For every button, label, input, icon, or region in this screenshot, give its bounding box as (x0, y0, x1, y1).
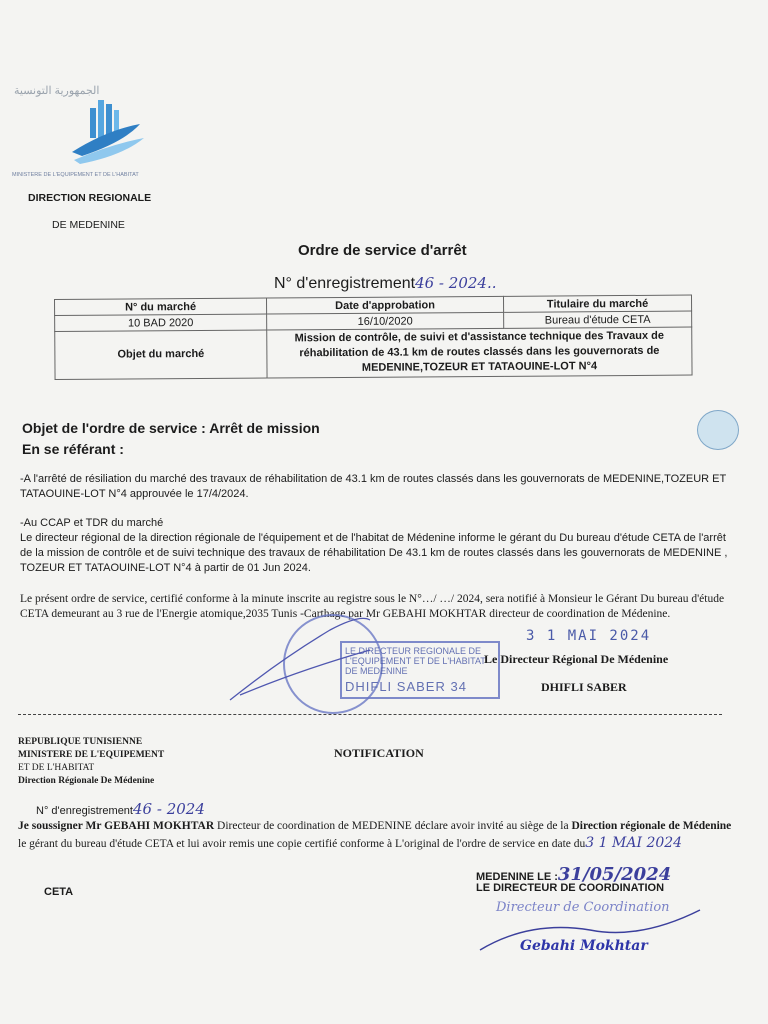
stamp-name: DHIFLI SABER 34 (345, 679, 467, 694)
header-line: MINISTERE DE L'EQUIPEMENT (18, 750, 165, 760)
stamp-line: L'EQUIPEMENT ET DE L'HABITAT (345, 656, 486, 666)
notification-paragraph (18, 818, 738, 853)
stamp-line: DE MEDENINE (345, 666, 408, 676)
registration-label: N° d'enregistrement (36, 805, 133, 817)
handwritten-date: 3 1 MAI 2024 (585, 835, 683, 851)
objet-value-cell: Mission de contrôle, de suivi et d'assistance technique des Travaux de réhabilitation de 43.1 km de routes classés dans les gouvernorats de MEDENINE,TOZEUR ET TATAOUINE-LOT N°4 (267, 327, 692, 378)
objet-ordre-heading: Objet de l'ordre de service : Arrêt de mission (22, 420, 320, 436)
paragraph-ccap: -Au CCAP et TDR du marché (20, 517, 164, 529)
header-cell: Titulaire du marché (503, 295, 691, 312)
dashed-separator (18, 714, 722, 715)
notification-header-left (18, 736, 164, 788)
paragraph-arrete: -A l'arrêté de résiliation du marché des travaux de réhabilitation de 43.1 km de routes classés dans les gouvernorats de MEDENINE,TOZEUR ET TATAOUINE-LOT N°4 approuvée le 17/4/2024. (20, 473, 727, 500)
de-medenine: DE MEDENINE (52, 219, 125, 231)
market-table (54, 295, 693, 380)
table-row (55, 327, 692, 379)
registration-value: 46 - 2024 (133, 800, 205, 818)
medenine-date: 31/05/2024 (557, 864, 672, 885)
header-cell: Date d'approbation (266, 296, 503, 314)
en-se-referant-heading: En se référant : (22, 441, 124, 457)
coordination-title: LE DIRECTEUR DE COORDINATION (476, 882, 665, 894)
paragraph-directeur: Le directeur régional de la direction régionale de l'équipement et de l'habitat de Médenine informe le gérant du Du bureau d'étude CETA de l'arrêt de la mission de contrôle et de suivi technique des travaux de réhabilitation De 43.1 km de routes classés dans les gouvernorats de MEDENINE , TOZEUR ET TATAOUINE-LOT N°4 à partir de 01 Jun 2024. (20, 532, 728, 574)
direction-name: Direction régionale de Médenine (571, 820, 732, 832)
stamp-line: LE DIRECTEUR REGIONALE DE (345, 646, 482, 656)
signer-name: Je soussigner Mr GEBAHI MOKHTAR (18, 820, 215, 832)
paragraph-notifie: Le présent ordre de service, certifié conforme à la minute inscrite au registre sous le N°…/ …/ 2024, sera notifié à Monsieur le Gérant Du bureau d'étude CETA demeurant au 3 rue de l'Energie atomique,2035 Tunis -Carthage par Mr GEBAHI MOKHTAR directeur de coordination de Médenine. (20, 593, 725, 620)
date-stamp: 3 1 MAI 2024 (526, 628, 652, 644)
objet-label-cell: Objet du marché (55, 330, 267, 379)
director-name: DHIFLI SABER (541, 680, 627, 694)
registration-label: N° d'enregistrement (274, 275, 416, 292)
ceta-label: CETA (44, 886, 74, 898)
para-text: Directeur de coordination de MEDENINE déclare avoir invité au siège de la (214, 820, 572, 832)
document-title: Ordre de service d'arrêt (298, 242, 467, 259)
notification-title: NOTIFICATION (334, 746, 424, 760)
header-line: Direction Régionale De Médenine (18, 776, 155, 786)
registration-line (274, 274, 496, 293)
direction-regionale: DIRECTION REGIONALE (28, 192, 152, 204)
director-signature-icon (220, 600, 380, 710)
header-line: ET DE L'HABITAT (18, 763, 95, 773)
header-cell: N° du marché (55, 298, 267, 315)
director-title: Le Directeur Régional De Médenine (484, 652, 669, 666)
notification-registration (36, 800, 205, 818)
registration-value: 46 - 2024.. (415, 274, 497, 292)
corner-seal-icon (697, 410, 739, 450)
signature-stamp-name: Gebahi Mokhtar (520, 938, 648, 954)
table-cell: 10 BAD 2020 (55, 314, 267, 331)
table-cell: Bureau d'étude CETA (504, 311, 692, 328)
arabic-header-text: الجمهورية التونسية (14, 85, 100, 97)
signature-stamp-title: Directeur de Coordination (496, 900, 670, 915)
header-line: REPUBLIQUE TUNISIENNE (18, 737, 143, 747)
para-text: le gérant du bureau d'étude CETA et lui avoir remis une copie certifié conforme à L'original de l'ordre de service en date du (18, 838, 586, 850)
ministry-small-text: MINISTERE DE L'EQUIPEMENT ET DE L'HABITAT (12, 172, 139, 178)
medenine-label: MEDENINE LE : (476, 871, 558, 883)
table-cell: 16/10/2020 (267, 312, 504, 330)
